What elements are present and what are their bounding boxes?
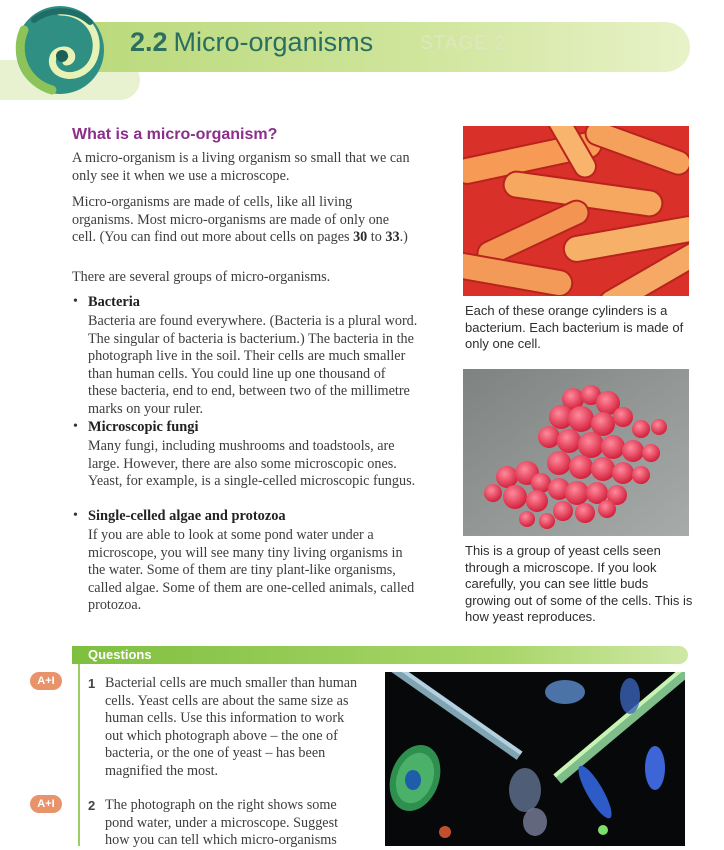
bullet-title-bacteria: Bacteria <box>88 294 140 310</box>
yeast-illustration <box>463 369 689 536</box>
paragraph-groups: There are several groups of micro-organisms. <box>72 269 331 285</box>
bacteria-illustration <box>463 126 689 296</box>
bacteria-caption: Each of these orange cylinders is a bacterium. Each bacterium is made of only one cell. <box>465 303 684 351</box>
questions-rule <box>78 664 80 846</box>
bullet-text-bacteria: Bacteria are found everywhere. (Bacteria is a plural word. The singular of bacteria is bacterium.) The bacteria in the photograph live in the soil. Their cells are much smaller than human cells. You could line up one thousand of these bacteria, end to end, between two of the millimetre marks on your ruler. <box>88 313 418 417</box>
paragraph-cells: Micro-organisms are made of cells, like all living organisms. Most micro-organisms are made of only one cell. (You can find out more about cells on pages 30 to 33.) <box>72 194 408 245</box>
ai-badge: A+I <box>30 672 62 690</box>
question-text-2: The photograph on the right shows some pond water, under a microscope. Suggest how you can tell which micro-organisms <box>105 797 339 848</box>
bacteria-photo <box>463 126 689 296</box>
chapter-number: 2.2 <box>130 27 168 57</box>
header-ghost-text: STAGE 2 <box>420 33 506 54</box>
bullet-marker: • <box>73 419 78 434</box>
yeast-caption: This is a group of yeast cells seen through a microscope. If you look carefully, you can see little buds growing out of some of the cells. This is how yeast reproduces. <box>465 543 693 624</box>
bullet-text-fungi: Many fungi, including mushrooms and toadstools, are large. However, there are also some microscopic ones. Yeast, for example, is a single-celled microscopic fungus. <box>88 438 416 489</box>
question-text-1: Bacterial cells are much smaller than human cells. Yeast cells are about the same size as human cells. Use this information to work out which photograph above – the one of bacteria, or the one of yeast – has been magnified the most. <box>105 675 358 779</box>
bullet-marker: • <box>73 508 78 523</box>
question-number: 1 <box>88 676 96 691</box>
bullet-marker: • <box>73 294 78 309</box>
bullet-title-algae: Single-celled algae and protozoa <box>88 508 286 524</box>
swirl-logo-icon <box>4 0 116 104</box>
bullet-title-fungi: Microscopic fungi <box>88 419 199 435</box>
questions-band <box>72 646 688 664</box>
questions-title: Questions <box>88 647 152 662</box>
ai-badge: A+I <box>30 795 62 813</box>
pond-water-illustration <box>385 672 685 846</box>
section-heading: What is a micro-organism? <box>72 126 278 143</box>
page-title <box>130 27 373 58</box>
pond-water-photo <box>385 672 685 846</box>
bullet-text-algae: If you are able to look at some pond water under a microscope, you will see many tiny living organisms in the water. Some of them are tiny plant-like organisms, called algae. Some of them are one-celled animals, called protozoa. <box>88 527 415 613</box>
paragraph-definition: A micro-organism is a living organism so small that we can only see it when we use a microscope. <box>72 150 410 184</box>
chapter-title: Micro-organisms <box>173 27 374 57</box>
question-number: 2 <box>88 798 96 813</box>
yeast-photo <box>463 369 689 536</box>
